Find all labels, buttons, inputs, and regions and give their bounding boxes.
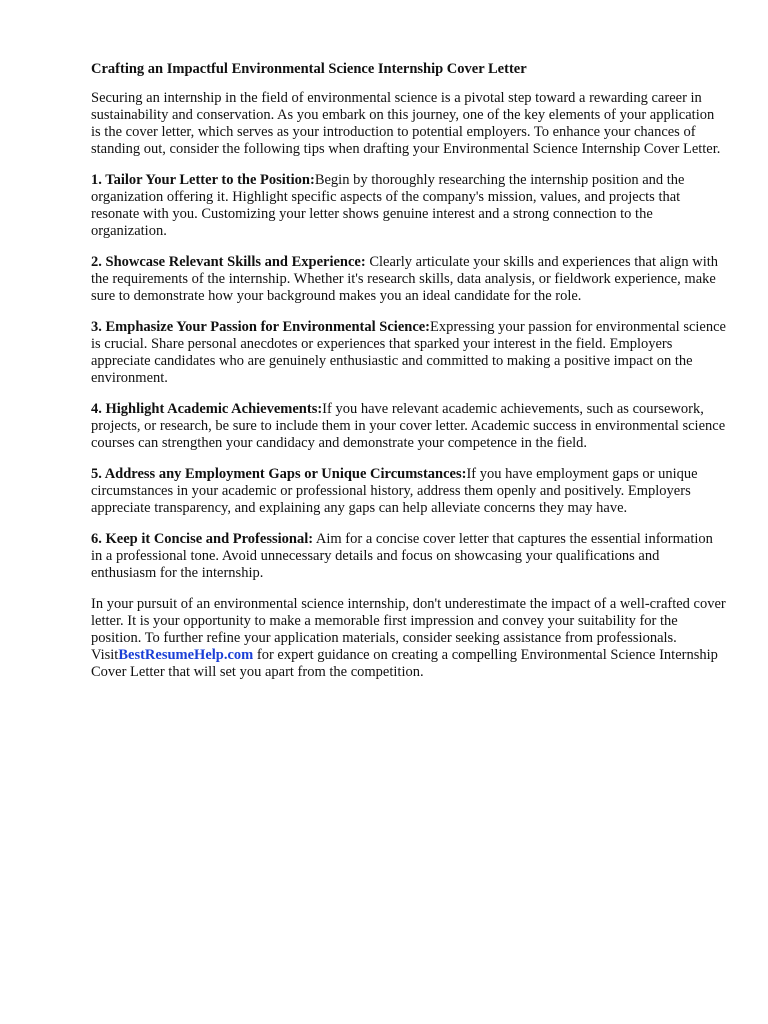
tip-paragraph-4 [91, 401, 726, 452]
tip-heading-2: 2. Showcase Relevant Skills and Experience: [91, 254, 366, 270]
tip-heading-4: 4. Highlight Academic Achievements: [91, 401, 323, 417]
tip-heading-6: 6. Keep it Concise and Professional: [91, 531, 314, 547]
closing-text-before-link: In your pursuit of an environmental science internship, don't underestimate the impact of a well-crafted cover letter. It is your opportunity to make a memorable first impression and convey your suitability for the position. To further refine your application materials, consider seeking assistance from professionals. Visit [91, 596, 726, 663]
closing-paragraph [91, 596, 726, 681]
document-page [91, 60, 726, 695]
tip-paragraph-1 [91, 172, 726, 240]
closing-text-after-link: for expert guidance on creating a compelling Environmental Science Internship Cover Letter that will set you apart from the competition. [91, 647, 718, 680]
document-title: Crafting an Impactful Environmental Science Internship Cover Letter [91, 61, 527, 77]
tip-text-2: Clearly articulate your skills and experiences that align with the requirements of the internship. Whether it's research skills, data analysis, or fieldwork experience, make sure to demonstrate how your background makes you an ideal candidate for the role. [91, 254, 719, 304]
tip-paragraph-5 [91, 466, 726, 517]
tip-heading-3: 3. Emphasize Your Passion for Environmental Science: [91, 319, 431, 335]
tip-text-5: If you have employment gaps or unique circumstances in your academic or professional history, address them openly and positively. Employers appreciate transparency, and explaining any gaps can help alleviate concerns they may have. [91, 466, 698, 516]
tip-text-3: Expressing your passion for environmental science is crucial. Share personal anecdotes or experiences that sparked your interest in the field. Employers appreciate candidates who are genuinely enthusiastic and committed to making a positive impact on the environment. [91, 319, 726, 386]
tip-text-1: Begin by thoroughly researching the internship position and the organization offering it. Highlight specific aspects of the company's mission, values, and projects that resonate with you. Customizing your letter shows genuine interest and a strong connection to the organization. [91, 172, 685, 239]
tip-text-6: Aim for a concise cover letter that captures the essential information in a professional tone. Avoid unnecessary details and focus on showcasing your qualifications and enthusiasm for the internship. [91, 531, 713, 581]
tip-heading-5: 5. Address any Employment Gaps or Unique Circumstances: [91, 466, 467, 482]
tip-paragraph-6 [91, 531, 726, 582]
tip-heading-1: 1. Tailor Your Letter to the Position: [91, 172, 315, 188]
tip-paragraph-3 [91, 319, 726, 387]
tip-text-4: If you have relevant academic achievements, such as coursework, projects, or research, be sure to include them in your cover letter. Academic success in environmental science courses can strengthen your candidacy and demonstrate your competence in the field. [91, 401, 726, 451]
best-resume-help-link[interactable]: BestResumeHelp.com [118, 647, 254, 663]
tip-paragraph-2 [91, 254, 726, 305]
intro-paragraph: Securing an internship in the field of environmental science is a pivotal step toward a rewarding career in sustainability and conservation. As you embark on this journey, one of the key elements of your application is the cover letter, which serves as your introduction to potential employers. To enhance your chances of standing out, consider the following tips when drafting your Environmental Science Internship Cover Letter. [91, 90, 721, 157]
